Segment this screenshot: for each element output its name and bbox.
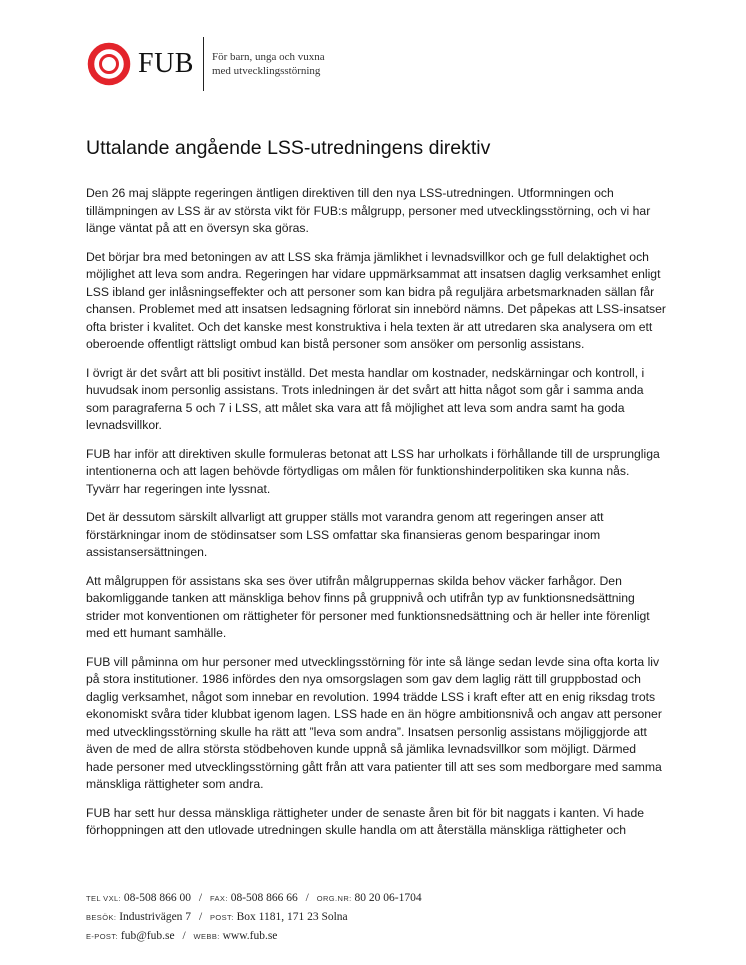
tel-value: 08-508 866 00 <box>123 892 191 904</box>
tel-label: TEL VXL: <box>86 894 122 903</box>
tagline-line-2: med utvecklingsstörning <box>211 65 321 77</box>
footer-row-address <box>86 908 666 927</box>
document-body <box>86 185 666 851</box>
visit-label: BESÖK: <box>86 913 117 922</box>
paragraph-7: FUB vill påminna om hur personer med utvecklingsstörning för inte så länge sedan levde sina ofta korta liv på stora institutioner. 1986 infördes den nya omsorgslagen som gav dem laglig rätt till gruppbostad och daglig verksamhet, något som innebar en revolution. 1994 trädde LSS i kraft efter att en enig riksdag trots ekonomiskt svåra tider klubbat igenom lagen. LSS hade en än högre ambitionsnivå och angav att personer med utvecklingsstörning skulle ha rätt att ”leva som andra”. Insatsen personlig assistans möjliggjorde att även de med de allra största stödbehoven kunde uppnå så jämlika levnadsvillkor som möjligt. Därmed hade personer med utvecklingsstörning gått från att vara patienter till att ses som medborgare med samma mänskliga rättigheter som andra. <box>86 654 662 791</box>
paragraph-8: FUB har sett hur dessa mänskliga rättigheter under de senaste åren bit för bit naggats i kanten. Vi hade förhoppningen att den utlovade utredningen skulle handla om att återställa mänskliga rättigheter och <box>86 805 645 837</box>
paragraph-1: Den 26 maj släppte regeringen äntligen direktiven till den nya LSS-utredningen. Utformningen och tillämpningen av LSS är av största vikt för FUB:s målgrupp, personer med utvecklingsstörning, och vi har länge väntat på att en översyn ska göras. <box>86 186 651 235</box>
fub-logo <box>86 40 325 88</box>
footer-separator: / <box>198 911 203 923</box>
post-value: Box 1181, 171 23 Solna <box>236 911 348 923</box>
email-link[interactable]: fub@fub.se <box>120 930 175 942</box>
web-link[interactable]: www.fub.se <box>222 930 278 942</box>
footer-row-phone <box>86 889 666 908</box>
footer-separator: / <box>182 930 186 942</box>
orgnr-label: ORG.NR: <box>316 894 352 903</box>
logo-tagline <box>212 50 325 78</box>
contact-footer <box>86 889 666 946</box>
orgnr-value: 80 20 06-1704 <box>354 892 422 904</box>
paragraph-4: FUB har inför att direktiven skulle formuleras betonat att LSS har urholkats i förhållande till de ursprungliga intentionerna och att lagen behövde förtydligas om målen för funktionshinderpolitiken ska kunna nås. Tyvärr har regeringen inte lyssnat. <box>86 446 660 496</box>
paragraph-3: I övrigt är det svårt att bli positivt inställd. Det mesta handlar om kostnader, nedskärningar och kontroll, i huvudsak inom personlig assistans. Trots inledningen är det svårt att hitta något som går i samma anda som paragraferna 5 och 7 i LSS, att målet ska vara att få möjlighet att leva som andra samt ha goda levnadsvillkor. <box>86 365 645 432</box>
visit-value: Industrivägen 7 <box>119 911 192 923</box>
fax-value: 08-508 866 66 <box>230 892 298 904</box>
document-title: Uttalande angående LSS-utredningens direktiv <box>86 137 491 159</box>
tagline-line-1: För barn, unga och vuxna <box>211 51 325 63</box>
fax-label: FAX: <box>209 894 228 903</box>
web-label: WEBB: <box>193 932 220 941</box>
paragraph-5: Det är dessutom särskilt allvarligt att grupper ställs mot varandra genom att regeringen anser att förstärkningar inom de stödinsatser som LSS omfattar ska finansieras genom besparingar inom assistansersättningen. <box>86 510 604 559</box>
paragraph-6: Att målgruppen för assistans ska ses över utifrån målgruppernas skilda behov väcker farhågor. Den bakomliggande tanken att mänskliga behov finns på gruppnivå och utifrån typ av funktionsnedsättning strider mot konventionen om rättigheter för personer med funktionsnedsättning och är heller inte förenligt med ett humant samhälle. <box>86 573 650 640</box>
footer-separator: / <box>198 892 203 904</box>
logo-wordmark: FUB <box>138 48 194 79</box>
post-label: POST: <box>210 913 234 922</box>
footer-row-online <box>86 927 666 946</box>
fub-ring-icon <box>86 41 132 87</box>
logo-divider <box>203 37 204 91</box>
email-label: E-POST: <box>86 932 118 941</box>
footer-separator: / <box>305 892 309 904</box>
paragraph-2: Det börjar bra med betoningen av att LSS ska främja jämlikhet i levnadsvillkor och ge full delaktighet och möjlighet att leva som andra. Regeringen har vidare uppmärksammat att insatsen daglig verksamhet enligt LSS ibland ger inlåsningseffekter och att personer som kan bidra på reguljära arbetsmarknaden sällan får chansen. Problemet med att insatsen ledsagning förlorat sin innebörd nämns. Det påpekas att LSS-insatser ofta brister i kvalitet. Och det kanske mest konstruktiva i hela texten är att utredaren ska analysera om ett oberoende offentligt rättsligt ombud kan bistå personer som ansöker om personlig assistans. <box>86 249 666 351</box>
